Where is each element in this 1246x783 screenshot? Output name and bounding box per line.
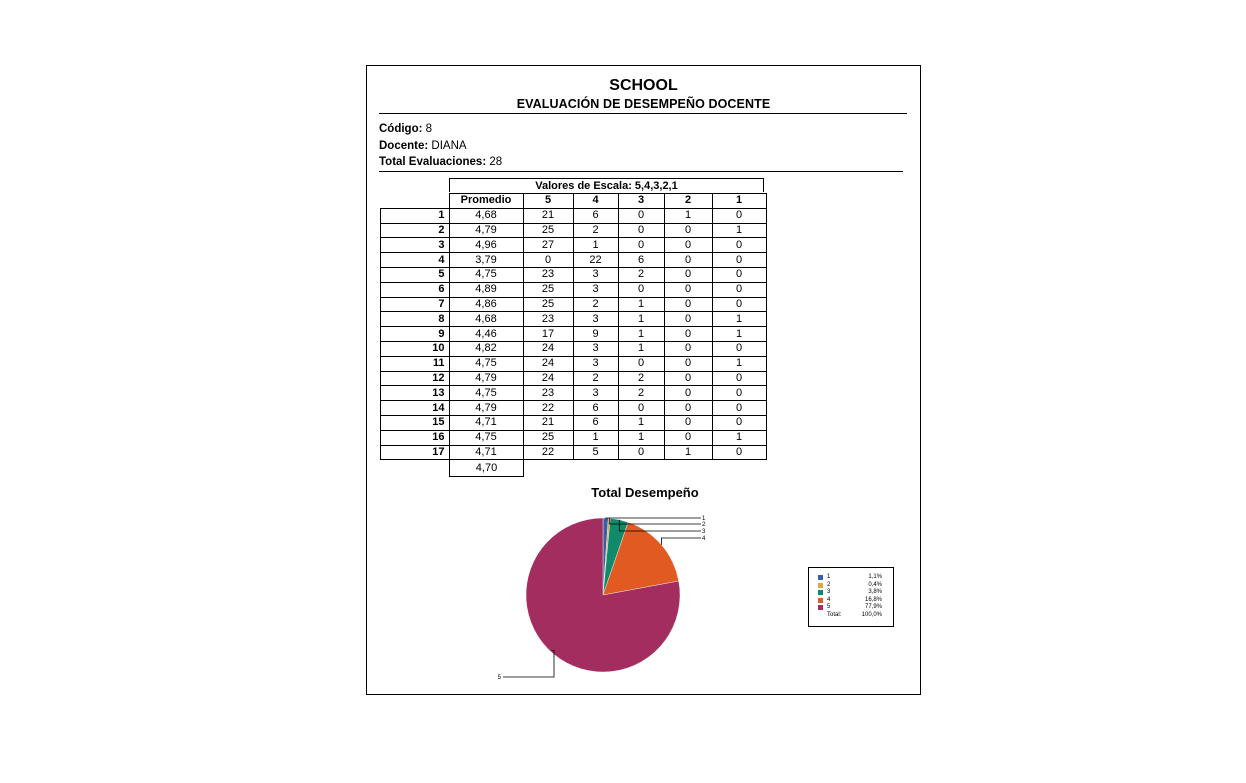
scale-count-cell: 24 [523, 356, 573, 371]
scale-count-cell: 6 [573, 401, 618, 416]
scale-count-cell: 1 [712, 223, 766, 238]
legend-percent: 1,1% [868, 574, 882, 580]
scale-count-cell: 1 [618, 341, 664, 356]
row-average: 4,89 [449, 282, 523, 297]
scale-count-cell: 2 [573, 297, 618, 312]
row-average: 4,71 [449, 445, 523, 460]
legend-percent: 16,8% [864, 596, 882, 603]
scale-count-cell: 0 [664, 223, 712, 238]
row-number: 14 [381, 401, 450, 416]
scale-count-cell: 0 [618, 223, 664, 238]
row-number: 16 [381, 430, 450, 445]
row-average: 4,46 [449, 327, 523, 342]
scale-count-cell: 0 [523, 253, 573, 268]
chart-legend [808, 567, 894, 627]
legend-label: 2 [827, 581, 831, 588]
scale-count-cell: 0 [618, 208, 664, 223]
scale-count-cell: 1 [712, 312, 766, 327]
scale-count-cell: 3 [573, 282, 618, 297]
scale-count-cell: 0 [664, 327, 712, 342]
legend-item [818, 582, 888, 589]
legend-total-label: Total: [827, 612, 842, 618]
row-average: 4,75 [449, 356, 523, 371]
scale-count-cell: 1 [618, 430, 664, 445]
scale-count-cell: 1 [573, 430, 618, 445]
scale-count-cell: 3 [573, 356, 618, 371]
scale-count-cell: 1 [712, 430, 766, 445]
docente-value: DIANA [431, 140, 467, 152]
row-average: 4,75 [449, 267, 523, 282]
row-number: 2 [381, 223, 450, 238]
scale-count-cell: 2 [618, 267, 664, 282]
legend-swatch [818, 598, 823, 603]
scale-count-cell: 0 [664, 297, 712, 312]
scale-count-cell: 3 [573, 341, 618, 356]
scale-count-cell: 1 [664, 208, 712, 223]
column-header: 2 [664, 194, 712, 209]
scale-count-cell: 1 [573, 238, 618, 253]
scale-count-cell: 0 [664, 401, 712, 416]
scale-count-cell: 25 [523, 282, 573, 297]
scale-count-cell: 1 [618, 312, 664, 327]
scale-count-cell: 0 [618, 445, 664, 460]
scale-count-cell: 0 [664, 312, 712, 327]
legend-percent: 77,9% [864, 604, 882, 610]
legend-item [818, 589, 888, 596]
scale-count-cell: 1 [712, 327, 766, 342]
scale-count-cell: 24 [523, 341, 573, 356]
row-average: 4,86 [449, 297, 523, 312]
row-average: 4,79 [449, 223, 523, 238]
row-number: 7 [381, 297, 450, 312]
scale-count-cell: 0 [664, 341, 712, 356]
row-number: 9 [381, 327, 450, 342]
scale-count-cell: 5 [573, 445, 618, 460]
scale-count-cell: 2 [618, 371, 664, 386]
row-average: 4,75 [449, 386, 523, 401]
scale-count-cell: 0 [712, 401, 766, 416]
legend-total [827, 612, 887, 618]
scale-count-cell: 0 [712, 297, 766, 312]
scale-count-cell: 23 [523, 386, 573, 401]
scale-count-cell: 0 [712, 386, 766, 401]
row-average: 4,82 [449, 341, 523, 356]
row-average: 4,79 [449, 401, 523, 416]
legend-label: 1 [827, 574, 831, 580]
scale-count-cell: 6 [573, 208, 618, 223]
row-average: 4,71 [449, 415, 523, 430]
scale-count-cell: 0 [712, 445, 766, 460]
scale-count-cell: 1 [618, 415, 664, 430]
row-number: 13 [381, 386, 450, 401]
total-evaluaciones-label: Total Evaluaciones: [379, 156, 487, 168]
legend-percent: 3,8% [868, 589, 882, 595]
report-page [366, 65, 921, 695]
column-header: 3 [618, 194, 664, 209]
scale-count-cell: 25 [523, 297, 573, 312]
scale-count-cell: 0 [664, 415, 712, 430]
total-evaluaciones-value: 28 [489, 156, 503, 168]
scale-count-cell: 0 [712, 238, 766, 253]
scale-count-cell: 0 [712, 341, 766, 356]
codigo-value: 8 [425, 123, 433, 135]
scale-count-cell: 3 [573, 267, 618, 282]
row-average: 4,68 [449, 208, 523, 223]
row-number: 17 [381, 445, 450, 460]
row-average: 4,68 [449, 312, 523, 327]
legend-item [818, 574, 888, 581]
row-average: 4,79 [449, 371, 523, 386]
scale-count-cell: 0 [618, 238, 664, 253]
scale-count-cell: 27 [523, 238, 573, 253]
scale-count-cell: 0 [712, 415, 766, 430]
scale-count-cell: 17 [523, 327, 573, 342]
scale-count-cell: 3 [573, 312, 618, 327]
scale-count-cell: 24 [523, 371, 573, 386]
scale-count-cell: 21 [523, 415, 573, 430]
slice-label-2: 2 [702, 522, 706, 528]
legend-total-percent: 100,0% [861, 612, 882, 618]
scale-count-cell: 0 [664, 238, 712, 253]
legend-label: 4 [827, 596, 831, 603]
report-subtitle: EVALUACIÓN DE DESEMPEÑO DOCENTE [516, 97, 771, 111]
legend-swatch [818, 583, 823, 588]
scale-count-cell: 22 [523, 445, 573, 460]
scale-count-cell: 6 [618, 253, 664, 268]
scale-count-cell: 0 [618, 282, 664, 297]
overall-average: 4,70 [449, 459, 524, 477]
scale-count-cell: 0 [712, 208, 766, 223]
row-number: 3 [381, 238, 450, 253]
scale-count-cell: 0 [664, 267, 712, 282]
scale-count-cell: 23 [523, 267, 573, 282]
slice-label-4: 4 [702, 536, 706, 542]
row-number: 4 [381, 253, 450, 268]
scale-count-cell: 2 [618, 386, 664, 401]
scale-count-cell: 0 [664, 282, 712, 297]
legend-item [818, 604, 888, 611]
scale-count-cell: 0 [712, 282, 766, 297]
scale-count-cell: 6 [573, 415, 618, 430]
scale-count-cell: 1 [618, 327, 664, 342]
scale-count-cell: 1 [664, 445, 712, 460]
scale-count-cell: 0 [664, 371, 712, 386]
scale-count-cell: 0 [712, 253, 766, 268]
column-header: 1 [712, 194, 766, 209]
scale-count-cell: 23 [523, 312, 573, 327]
scale-count-cell: 2 [573, 371, 618, 386]
row-number: 8 [381, 312, 450, 327]
legend-percent: 0,4% [868, 581, 882, 588]
row-number: 5 [381, 267, 450, 282]
legend-swatch [818, 590, 823, 595]
scale-count-cell: 1 [712, 356, 766, 371]
scale-count-cell: 25 [523, 223, 573, 238]
column-header: Promedio [449, 194, 523, 209]
school-title: SCHOOL [609, 77, 678, 94]
column-header: 5 [523, 194, 573, 209]
row-average: 4,75 [449, 430, 523, 445]
scale-count-cell: 0 [618, 356, 664, 371]
legend-item [818, 597, 888, 604]
docente-label: Docente: [379, 140, 429, 152]
slice-label-1: 1 [702, 516, 706, 522]
leader-line-4 [661, 538, 701, 545]
scale-count-cell: 21 [523, 208, 573, 223]
scale-count-cell: 0 [664, 430, 712, 445]
row-number: 11 [381, 356, 450, 371]
scale-count-cell: 3 [573, 386, 618, 401]
scale-values-header: Valores de Escala: 5,4,3,2,1 [449, 178, 764, 192]
scale-count-cell: 0 [712, 371, 766, 386]
legend-swatch [818, 605, 823, 610]
scale-count-cell: 0 [664, 356, 712, 371]
slice-label-3: 3 [702, 529, 706, 535]
legend-label: 3 [827, 589, 831, 595]
legend-swatch [818, 575, 823, 580]
scale-count-cell: 25 [523, 430, 573, 445]
row-number: 12 [381, 371, 450, 386]
chart-title: Total Desempeño [591, 485, 699, 500]
row-number: 10 [381, 341, 450, 356]
scale-count-cell: 2 [573, 223, 618, 238]
legend-label: 5 [827, 604, 831, 610]
scale-count-cell: 9 [573, 327, 618, 342]
row-number: 6 [381, 282, 450, 297]
row-average: 3,79 [449, 253, 523, 268]
column-header: 4 [573, 194, 618, 209]
row-number: 1 [381, 208, 450, 223]
slice-label-5: 5 [497, 675, 501, 681]
scale-count-cell: 22 [523, 401, 573, 416]
scale-count-cell: 22 [573, 253, 618, 268]
scale-count-cell: 0 [664, 253, 712, 268]
scale-count-cell: 1 [618, 297, 664, 312]
row-number: 15 [381, 415, 450, 430]
codigo-label: Código: [379, 123, 423, 135]
scale-count-cell: 0 [664, 386, 712, 401]
leader-line-5 [503, 650, 554, 677]
row-average: 4,96 [449, 238, 523, 253]
scale-count-cell: 0 [712, 267, 766, 282]
scale-count-cell: 0 [618, 401, 664, 416]
